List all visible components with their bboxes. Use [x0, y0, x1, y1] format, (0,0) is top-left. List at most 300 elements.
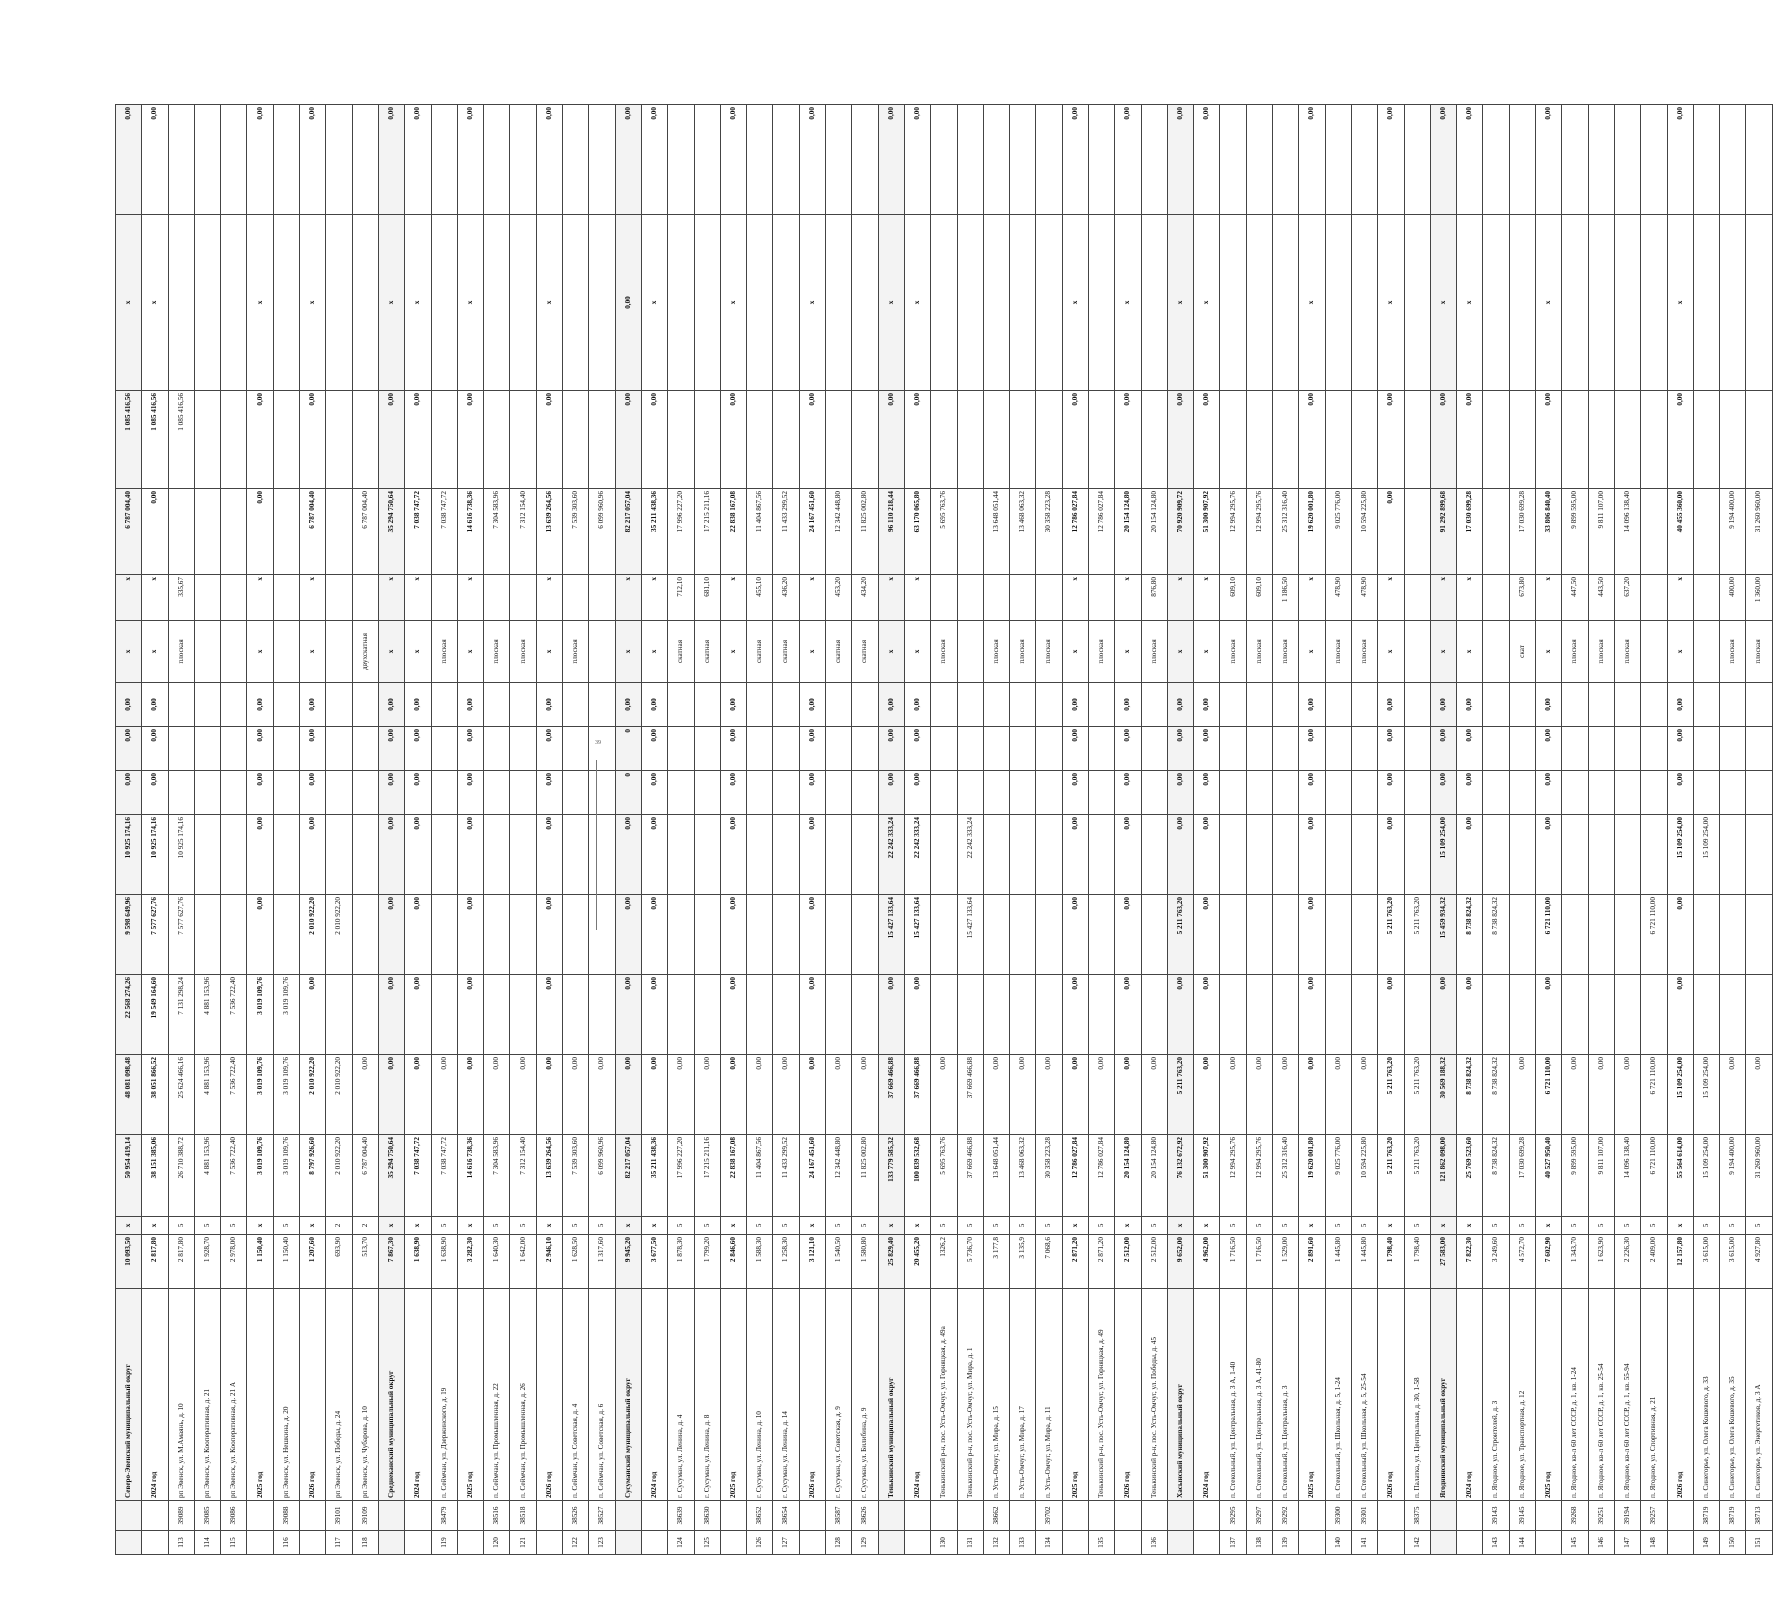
table-cell — [116, 1531, 142, 1555]
table-row — [1167, 105, 1193, 1555]
table-cell — [747, 815, 773, 895]
table-cell: 0,00 — [878, 391, 904, 489]
table-cell: 0,00 — [1299, 683, 1325, 727]
table-cell — [1588, 727, 1614, 771]
table-cell: 11 404 867,56 — [747, 489, 773, 575]
table-cell: х — [1299, 575, 1325, 621]
table-cell: рп Эвенск, ул. Чубарова, д. 10 — [352, 1289, 378, 1501]
table-cell: 0,00 — [1667, 895, 1693, 975]
table-cell — [221, 895, 247, 975]
table-cell — [1509, 215, 1535, 391]
table-cell: 19 549 164,60 — [142, 975, 168, 1055]
table-cell: 9 945,20 — [615, 1235, 641, 1289]
table-cell: 9 194 400,00 — [1720, 489, 1746, 575]
table-cell: 6 721 110,00 — [1641, 1055, 1667, 1135]
table-cell: х — [904, 575, 930, 621]
table-cell — [352, 975, 378, 1055]
table-cell: 0,00 — [799, 683, 825, 727]
table-cell — [1010, 771, 1036, 815]
table-cell — [484, 215, 510, 391]
table-cell: 30 358 223,28 — [1036, 1135, 1062, 1217]
table-cell — [1614, 895, 1640, 975]
table-cell — [510, 815, 536, 895]
table-cell: 3 019 109,76 — [247, 1135, 273, 1217]
table-cell: 17 030 699,28 — [1509, 489, 1535, 575]
table-cell — [1141, 215, 1167, 391]
table-cell: 0,00 — [405, 105, 431, 215]
table-cell: 5 — [747, 1217, 773, 1235]
table-cell — [352, 683, 378, 727]
table-cell: 1 540,50 — [826, 1235, 852, 1289]
table-cell: 51 300 907,92 — [1194, 1135, 1220, 1217]
table-cell: 5 — [1483, 1217, 1509, 1235]
table-cell: 1 799,20 — [694, 1235, 720, 1289]
table-cell: 119 — [431, 1531, 457, 1555]
table-cell: 0,00 — [641, 895, 667, 975]
table-cell: 0,00 — [1457, 771, 1483, 815]
table-cell — [484, 975, 510, 1055]
table-cell: 0,00 — [1588, 1055, 1614, 1135]
table-cell: 0,00 — [1088, 1055, 1114, 1135]
table-cell — [1194, 1501, 1220, 1531]
table-cell: 0,00 — [457, 727, 483, 771]
table-cell — [957, 215, 983, 391]
table-cell — [273, 489, 299, 575]
table-cell: 15 109 254,00 — [1693, 1055, 1719, 1135]
table-cell: 0,00 — [1667, 771, 1693, 815]
table-cell: 39088 — [273, 1501, 299, 1531]
table-cell — [1404, 815, 1430, 895]
table-row — [1641, 105, 1667, 1555]
table-row — [1378, 105, 1404, 1555]
table-cell: 10 925 174,16 — [142, 815, 168, 895]
table-cell: 5 — [1246, 1217, 1272, 1235]
table-row — [273, 105, 299, 1555]
table-cell: 39297 — [1246, 1501, 1272, 1531]
table-cell — [1693, 105, 1719, 215]
table-cell: п. Сеймчан, ул. Дзержинского, д. 19 — [431, 1289, 457, 1501]
table-cell: 0,00 — [1167, 683, 1193, 727]
table-cell: 2 871,20 — [1088, 1235, 1114, 1289]
table-cell — [694, 727, 720, 771]
table-row — [1273, 105, 1299, 1555]
table-cell: 121 — [510, 1531, 536, 1555]
table-cell: х — [1536, 621, 1562, 683]
table-cell: 0,00 — [405, 771, 431, 815]
table-cell: 11 433 299,52 — [773, 1135, 799, 1217]
table-cell — [1641, 489, 1667, 575]
table-cell: 14 096 138,40 — [1614, 489, 1640, 575]
table-cell: 38654 — [773, 1501, 799, 1531]
table-cell: 38 151 385,06 — [142, 1135, 168, 1217]
table-cell — [194, 621, 220, 683]
table-cell: 478,90 — [1325, 575, 1351, 621]
table-cell — [273, 683, 299, 727]
table-cell: плоская — [1351, 621, 1377, 683]
table-cell: х — [300, 1217, 326, 1235]
table-cell — [826, 895, 852, 975]
table-cell — [1720, 895, 1746, 975]
table-cell: 7 038 747,72 — [431, 489, 457, 575]
table-cell: 0,00 — [378, 391, 404, 489]
table-cell — [1614, 727, 1640, 771]
table-cell — [1509, 105, 1535, 215]
table-cell: 0,00 — [615, 105, 641, 215]
table-cell: х — [641, 1217, 667, 1235]
table-cell: х — [536, 575, 562, 621]
table-cell — [589, 621, 615, 683]
table-cell: 149 — [1693, 1531, 1719, 1555]
table-cell: 5 — [773, 1217, 799, 1235]
table-cell: 7 312 154,40 — [510, 1135, 536, 1217]
table-cell — [694, 683, 720, 727]
table-cell: 5 — [1746, 1217, 1772, 1235]
table-cell: х — [1457, 1217, 1483, 1235]
table-cell: п. Синегорье, ул. Олега Кошевого, д. 33 — [1693, 1289, 1719, 1501]
table-cell: 0,00 — [510, 1055, 536, 1135]
table-cell: 2024 год — [405, 1289, 431, 1501]
table-cell — [1562, 105, 1588, 215]
table-cell: 39292 — [1273, 1501, 1299, 1531]
table-cell: 7 577 627,76 — [168, 895, 194, 975]
table-cell — [273, 727, 299, 771]
table-cell — [563, 975, 589, 1055]
table-cell — [1351, 771, 1377, 815]
table-cell: 141 — [1351, 1531, 1377, 1555]
table-cell — [720, 1501, 746, 1531]
table-cell — [931, 815, 957, 895]
table-cell: 5 — [484, 1217, 510, 1235]
table-cell: 0,00 — [378, 895, 404, 975]
table-cell: х — [904, 215, 930, 391]
table-cell — [194, 215, 220, 391]
table-cell — [1036, 727, 1062, 771]
table-cell — [1746, 105, 1772, 215]
table-cell — [983, 683, 1009, 727]
table-cell: 0,00 — [799, 975, 825, 1055]
table-cell: 2 010 922,20 — [300, 1055, 326, 1135]
table-cell: 126 — [747, 1531, 773, 1555]
table-cell: 5 — [1614, 1217, 1640, 1235]
table-cell — [1720, 215, 1746, 391]
table-cell — [852, 771, 878, 815]
table-cell: 5 211 763,20 — [1404, 1135, 1430, 1217]
table-cell: скатная — [773, 621, 799, 683]
table-cell: 0,00 — [1036, 1055, 1062, 1135]
table-cell — [1115, 1531, 1141, 1555]
table-cell: 140 — [1325, 1531, 1351, 1555]
table-cell: 0,00 — [457, 105, 483, 215]
table-cell: х — [247, 621, 273, 683]
table-cell — [1693, 727, 1719, 771]
table-cell: рп Эвенск, ул. Кооперативная, д. 21 — [194, 1289, 220, 1501]
table-cell — [1220, 683, 1246, 727]
table-cell: 2 817,80 — [168, 1235, 194, 1289]
table-cell: х — [1430, 215, 1456, 391]
table-cell: плоская — [168, 621, 194, 683]
table-cell: 2 846,60 — [720, 1235, 746, 1289]
table-cell: х — [1667, 215, 1693, 391]
table-cell: х — [799, 1217, 825, 1235]
table-cell: 0,00 — [1167, 391, 1193, 489]
table-cell — [1746, 215, 1772, 391]
table-row — [352, 105, 378, 1555]
table-cell — [194, 771, 220, 815]
table-cell — [1010, 815, 1036, 895]
table-cell: х — [457, 215, 483, 391]
table-cell: 0,00 — [720, 895, 746, 975]
table-cell: 5 211 763,20 — [1404, 895, 1430, 975]
table-cell — [273, 771, 299, 815]
table-cell: 0,00 — [405, 391, 431, 489]
table-cell — [194, 895, 220, 975]
table-cell: х — [641, 575, 667, 621]
table-cell: 5 — [983, 1217, 1009, 1235]
table-cell: 0,00 — [300, 975, 326, 1055]
table-cell: 0,00 — [1194, 975, 1220, 1055]
footer-rule — [596, 760, 597, 930]
table-row — [1588, 105, 1614, 1555]
table-cell — [1562, 683, 1588, 727]
table-cell: п. Палатка, ул. Центральная, д. 30, 1-58 — [1404, 1289, 1430, 1501]
table-cell: 1 716,50 — [1220, 1235, 1246, 1289]
table-cell — [1562, 975, 1588, 1055]
table-cell: 150 — [1720, 1531, 1746, 1555]
table-cell: 12 994 295,76 — [1220, 489, 1246, 575]
table-cell: 0,00 — [799, 727, 825, 771]
table-cell: Среднеканский муниципальный округ — [378, 1289, 404, 1501]
table-cell: 1 150,40 — [273, 1235, 299, 1289]
table-cell: 128 — [826, 1531, 852, 1555]
table-cell: 38 051 866,52 — [142, 1055, 168, 1135]
table-cell: 7 131 298,24 — [168, 975, 194, 1055]
table-cell: 0,00 — [247, 105, 273, 215]
table-cell: 0,00 — [1062, 975, 1088, 1055]
table-cell — [826, 727, 852, 771]
table-cell: 25 624 466,16 — [168, 1055, 194, 1135]
table-cell — [1483, 489, 1509, 575]
table-cell: 0,00 — [1430, 727, 1456, 771]
table-cell: 0,00 — [1062, 895, 1088, 975]
table-cell: х — [1062, 621, 1088, 683]
table-cell: 0,00 — [142, 105, 168, 215]
table-cell: 1 150,40 — [247, 1235, 273, 1289]
table-cell: 2 409,00 — [1641, 1235, 1667, 1289]
table-cell: 673,80 — [1509, 575, 1535, 621]
table-cell: 2026 год — [536, 1289, 562, 1501]
table-cell: 82 217 057,04 — [615, 489, 641, 575]
table-cell: 0 — [615, 771, 641, 815]
table-cell: 0,00 — [904, 727, 930, 771]
table-cell: х — [1115, 621, 1141, 683]
table-cell: 7 038 747,72 — [405, 1135, 431, 1217]
table-cell: 0,00 — [641, 815, 667, 895]
table-cell — [1614, 771, 1640, 815]
table-cell — [1720, 683, 1746, 727]
table-cell — [1483, 575, 1509, 621]
table-cell: 5 211 763,20 — [1404, 1055, 1430, 1135]
table-cell — [1588, 975, 1614, 1055]
table-cell — [773, 215, 799, 391]
table-cell: 38518 — [510, 1501, 536, 1531]
table-cell: х — [1167, 621, 1193, 683]
table-cell — [773, 895, 799, 975]
table-cell: х — [1062, 575, 1088, 621]
table-cell — [589, 215, 615, 391]
table-cell: 443,50 — [1588, 575, 1614, 621]
table-cell: 122 — [563, 1531, 589, 1555]
table-cell — [852, 815, 878, 895]
table-cell: 3 677,50 — [641, 1235, 667, 1289]
table-cell: 0,00 — [1194, 815, 1220, 895]
table-row — [484, 105, 510, 1555]
table-cell — [747, 105, 773, 215]
table-cell: х — [720, 621, 746, 683]
table-cell: 35 211 438,36 — [641, 489, 667, 575]
table-cell: 120 — [484, 1531, 510, 1555]
table-cell — [1273, 215, 1299, 391]
table-cell: 3 249,60 — [1483, 1235, 1509, 1289]
table-cell: 0,00 — [300, 727, 326, 771]
table-cell — [931, 975, 957, 1055]
table-cell: 9 899 595,00 — [1562, 489, 1588, 575]
table-row — [247, 105, 273, 1555]
table-cell: х — [142, 215, 168, 391]
table-row — [720, 105, 746, 1555]
table-cell: 39086 — [221, 1501, 247, 1531]
table-cell: 137 — [1220, 1531, 1246, 1555]
table-cell — [326, 727, 352, 771]
table-cell: х — [1194, 215, 1220, 391]
table-cell: х — [904, 1217, 930, 1235]
table-cell — [1536, 1501, 1562, 1531]
table-cell: 5 — [852, 1217, 878, 1235]
table-cell: х — [1378, 621, 1404, 683]
table-cell: 0,00 — [1299, 815, 1325, 895]
table-cell: г. Сусуман, ул. Ленина, д. 8 — [694, 1289, 720, 1501]
table-cell: 39268 — [1562, 1501, 1588, 1531]
table-cell: 121 862 098,00 — [1430, 1135, 1456, 1217]
table-cell — [1614, 815, 1640, 895]
table-cell: 138 — [1246, 1531, 1272, 1555]
table-cell: 5 — [1088, 1217, 1114, 1235]
table-cell: 50 954 419,14 — [116, 1135, 142, 1217]
table-cell: 0,00 — [1194, 683, 1220, 727]
table-cell: 5 — [1010, 1217, 1036, 1235]
table-cell — [168, 771, 194, 815]
table-cell: 0,00 — [1115, 727, 1141, 771]
table-cell — [1509, 771, 1535, 815]
table-cell: Тенькинский муниципальный округ — [878, 1289, 904, 1501]
table-cell — [799, 1501, 825, 1531]
table-cell: х — [1378, 575, 1404, 621]
table-cell: 2 871,20 — [1062, 1235, 1088, 1289]
table-cell: 5 — [168, 1217, 194, 1235]
table-cell: 113 — [168, 1531, 194, 1555]
table-cell: 2 226,30 — [1614, 1235, 1640, 1289]
table-cell — [983, 575, 1009, 621]
table-cell: плоская — [1588, 621, 1614, 683]
table-cell — [352, 727, 378, 771]
table-cell — [168, 105, 194, 215]
table-row — [194, 105, 220, 1555]
table-cell — [694, 975, 720, 1055]
table-cell — [1614, 105, 1640, 215]
table-cell — [1088, 575, 1114, 621]
table-row — [1299, 105, 1325, 1555]
table-cell: 63 170 065,80 — [904, 489, 930, 575]
table-cell — [352, 105, 378, 215]
table-cell — [1325, 105, 1351, 215]
table-cell: 1 186,50 — [1273, 575, 1299, 621]
table-cell: 0,00 — [904, 683, 930, 727]
table-cell: 6 787 004,40 — [300, 489, 326, 575]
table-cell: 0,00 — [247, 683, 273, 727]
table-cell: 5 — [1325, 1217, 1351, 1235]
table-cell: 2025 год — [247, 1289, 273, 1501]
table-cell: 116 — [273, 1531, 299, 1555]
table-cell: 0,00 — [300, 683, 326, 727]
table-cell: 0,00 — [300, 771, 326, 815]
table-cell: Тенькинский р-н, пос. Усть-Омчуг, ул. Горняцкая, д. 49а — [931, 1289, 957, 1501]
table-cell — [957, 489, 983, 575]
table-cell: 0,00 — [1457, 727, 1483, 771]
table-cell — [1693, 771, 1719, 815]
table-cell: 3 615,00 — [1720, 1235, 1746, 1289]
table-cell: 17 996 227,20 — [668, 489, 694, 575]
table-cell — [747, 975, 773, 1055]
table-cell — [852, 105, 878, 215]
table-cell: 609,10 — [1220, 575, 1246, 621]
table-cell: 5 695 763,76 — [931, 489, 957, 575]
table-cell: 0,00 — [1325, 1055, 1351, 1135]
table-cell — [931, 575, 957, 621]
table-cell — [142, 1531, 168, 1555]
table-cell — [589, 683, 615, 727]
table-cell: 2 010 922,20 — [326, 895, 352, 975]
table-cell: 5 211 763,20 — [1378, 895, 1404, 975]
table-cell: скат — [1509, 621, 1535, 683]
table-row — [168, 105, 194, 1555]
table-cell — [1430, 1531, 1456, 1555]
table-cell: 118 — [352, 1531, 378, 1555]
table-cell — [1246, 815, 1272, 895]
table-cell — [826, 975, 852, 1055]
table-cell: 0,00 — [457, 683, 483, 727]
table-cell — [1404, 727, 1430, 771]
table-cell — [221, 575, 247, 621]
table-cell: 0,00 — [1536, 815, 1562, 895]
table-cell: 3 615,00 — [1693, 1235, 1719, 1289]
table-cell: 39257 — [1641, 1501, 1667, 1531]
table-cell: 637,20 — [1614, 575, 1640, 621]
table-cell: 5 — [194, 1217, 220, 1235]
table-cell: 2 512,00 — [1115, 1235, 1141, 1289]
table-cell — [378, 1531, 404, 1555]
table-cell — [668, 391, 694, 489]
table-cell: 12 994 295,76 — [1220, 1135, 1246, 1217]
table-cell: х — [1299, 215, 1325, 391]
table-cell: 13 468 063,32 — [1010, 489, 1036, 575]
table-cell: плоская — [1562, 621, 1588, 683]
table-cell: 31 260 960,00 — [1746, 489, 1772, 575]
table-cell: х — [1167, 1217, 1193, 1235]
table-cell: 0,00 — [747, 1055, 773, 1135]
table-cell: 39101 — [326, 1501, 352, 1531]
table-cell: 335,67 — [168, 575, 194, 621]
table-cell — [1588, 771, 1614, 815]
table-cell: 0,00 — [1509, 1055, 1535, 1135]
